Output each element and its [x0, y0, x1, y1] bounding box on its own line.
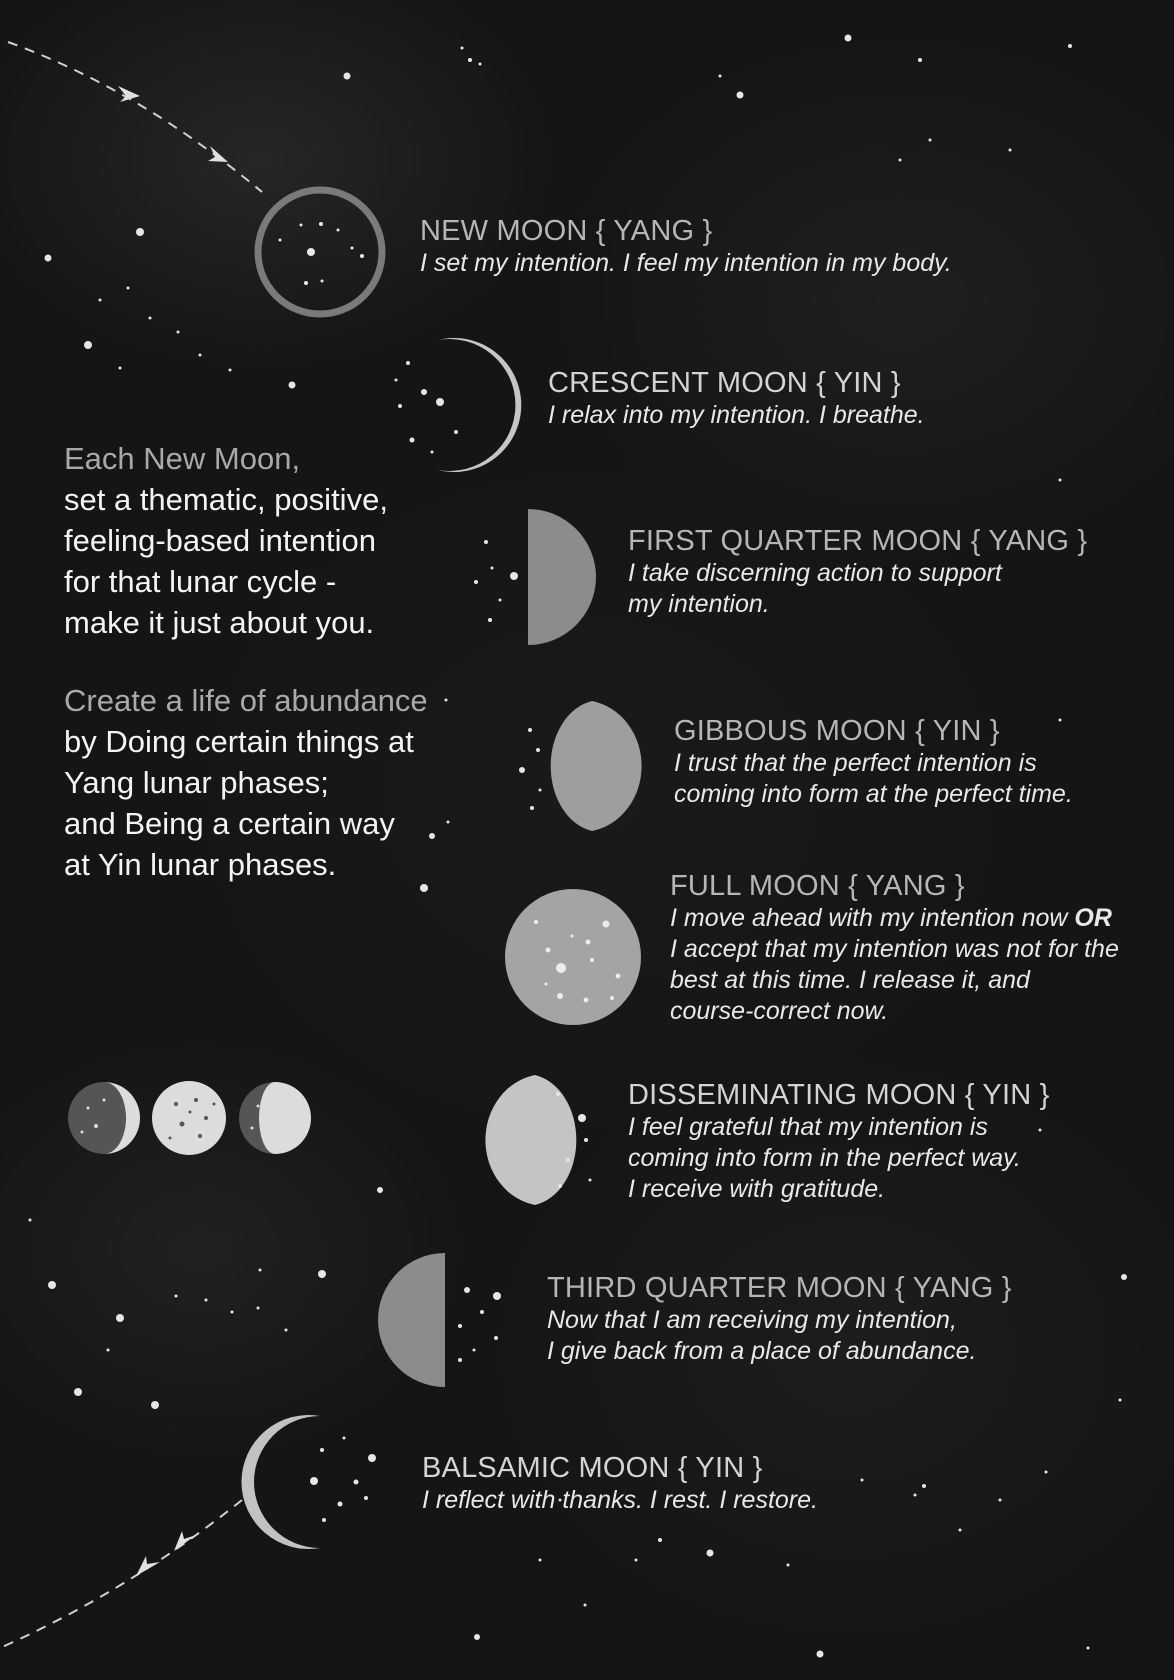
phase-description: [670, 903, 1119, 934]
phase-gibbous-moon: [674, 714, 1073, 810]
phase-title: CRESCENT MOON { YIN }: [548, 367, 901, 399]
intro-lead: Each New Moon,: [64, 441, 301, 476]
phase-description: I feel grateful that my intention is: [628, 1113, 988, 1141]
third-quarter-moon-icon: [378, 1253, 501, 1387]
abundance-line: at Yin lunar phases.: [64, 847, 337, 882]
phase-third-quarter-moon: [547, 1271, 1012, 1367]
phase-title: BALSAMIC MOON { YIN }: [422, 1452, 763, 1484]
waxing-moon-small-icon: [239, 1082, 311, 1154]
dashed-arrow-icon: [136, 1531, 196, 1576]
phase-title: DISSEMINATING MOON { YIN }: [628, 1079, 1050, 1111]
phase-description: coming into form at the perfect time.: [674, 780, 1073, 808]
phase-new-moon: [420, 214, 952, 279]
intro-line: feeling-based intention: [64, 523, 376, 558]
abundance-line: Create a life of abundance: [64, 683, 428, 718]
phase-title: FULL MOON { YANG }: [670, 870, 965, 902]
crescent-moon-icon: [395, 338, 522, 472]
abundance-line: by Doing certain things at: [64, 724, 414, 759]
phase-description: course-correct now.: [670, 997, 889, 1025]
full-moon-icon: [505, 889, 641, 1025]
waning-moon-small-icon: [68, 1082, 140, 1154]
intro-text: [64, 438, 388, 643]
phase-description: I give back from a place of abundance.: [547, 1337, 977, 1365]
abundance-line: Yang lunar phases;: [64, 765, 329, 800]
phase-description-text: I move ahead with my intention now: [670, 904, 1068, 932]
phase-title: THIRD QUARTER MOON { YANG }: [547, 1272, 1012, 1304]
dashed-arrow-icon: [118, 86, 228, 162]
intro-line: make it just about you.: [64, 605, 375, 640]
phase-title: GIBBOUS MOON { YIN }: [674, 715, 1000, 747]
dashed-arrow-icon: [8, 42, 262, 192]
phase-description: I relax into my intention. I breathe.: [548, 401, 925, 429]
phase-title: NEW MOON { YANG }: [420, 215, 713, 247]
phase-description: my intention.: [628, 590, 770, 618]
disseminating-moon-icon: [485, 1075, 591, 1205]
intro-line: set a thematic, positive,: [64, 482, 388, 517]
phase-full-moon: [670, 869, 1119, 1027]
intro-line: for that lunar cycle -: [64, 564, 337, 599]
phase-description: I receive with gratitude.: [628, 1175, 886, 1203]
abundance-text: [64, 680, 428, 885]
new-moon-icon: [258, 190, 382, 314]
phase-description: I take discerning action to support: [628, 559, 1002, 587]
first-quarter-moon-icon: [474, 509, 596, 645]
phase-description: I trust that the perfect intention is: [674, 749, 1037, 777]
balsamic-moon-icon: [241, 1415, 376, 1549]
phase-crescent-moon: [548, 366, 925, 431]
dashed-arrow-icon: [0, 1500, 242, 1648]
phase-description: Now that I am receiving my intention,: [547, 1306, 957, 1334]
phase-description: I reflect with thanks. I rest. I restore.: [422, 1486, 818, 1514]
phase-disseminating-moon: [628, 1078, 1049, 1205]
abundance-line: and Being a certain way: [64, 806, 395, 841]
phase-first-quarter-moon: [628, 524, 1087, 620]
phase-title: FIRST QUARTER MOON { YANG }: [628, 525, 1088, 557]
full-moon-small-icon: [152, 1081, 226, 1155]
phase-description: I set my intention. I feel my intention in my body.: [420, 249, 952, 277]
phase-description: coming into form in the perfect way.: [628, 1144, 1021, 1172]
phase-balsamic-moon: [422, 1451, 818, 1516]
emphasis-or: OR: [1074, 904, 1112, 932]
phase-description: best at this time. I release it, and: [670, 966, 1030, 994]
gibbous-moon-icon: [519, 701, 642, 831]
phase-description: I accept that my intention was not for the: [670, 935, 1119, 963]
